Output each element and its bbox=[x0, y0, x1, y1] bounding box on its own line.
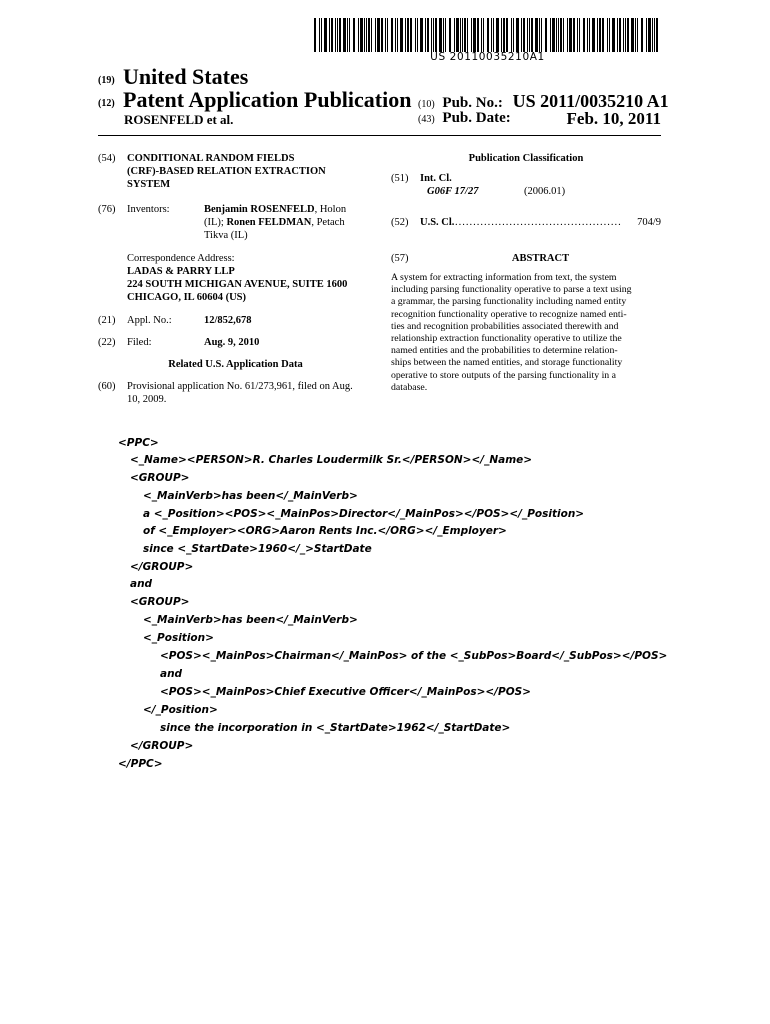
pubdate-value: Feb. 10, 2011 bbox=[566, 109, 661, 128]
abstract-line: relationship extraction functionality operative to utilize the bbox=[391, 333, 622, 345]
correspondence-line: CHICAGO, IL 60604 (US) bbox=[127, 292, 247, 303]
figure-line: <POS><_MainPos>Chief Executive Officer</_MainPos></POS> bbox=[160, 686, 531, 698]
intcl-code: (51) bbox=[391, 173, 409, 184]
barcode-bar bbox=[329, 18, 330, 52]
figure-line: </_Position> bbox=[143, 704, 218, 716]
pubdate-label: Pub. Date: bbox=[442, 110, 511, 126]
barcode-bar bbox=[467, 18, 468, 52]
barcode-bar bbox=[523, 18, 525, 52]
figure-line: </GROUP> bbox=[130, 740, 194, 752]
barcode-bar bbox=[631, 18, 634, 52]
barcode-bar bbox=[609, 18, 610, 52]
barcode-bar bbox=[583, 18, 585, 52]
figure-line: <GROUP> bbox=[130, 472, 190, 484]
barcode-bar bbox=[431, 18, 432, 52]
barcode-bar bbox=[563, 18, 564, 52]
invention-title bbox=[127, 152, 326, 191]
barcode-bar bbox=[577, 18, 578, 52]
pubtype-code: (12) bbox=[98, 98, 115, 109]
barcode-bar bbox=[612, 18, 615, 52]
figure-line: and bbox=[130, 578, 153, 590]
barcode-bar bbox=[589, 18, 590, 52]
inventor-name: Benjamin ROSENFELD bbox=[204, 204, 315, 215]
abstract-heading: ABSTRACT bbox=[511, 253, 570, 264]
appl-label: Appl. No.: bbox=[127, 315, 172, 326]
barcode-bar bbox=[324, 18, 327, 52]
barcode-bar bbox=[337, 18, 338, 52]
figure-line: <_MainVerb>has been</_MainVerb> bbox=[143, 614, 358, 626]
appl-value: 12/852,678 bbox=[204, 315, 252, 326]
inventor-location: , Holon bbox=[314, 204, 347, 215]
abstract-line: named entities and the probabilities to determine relation- bbox=[391, 345, 618, 357]
barcode-bar bbox=[433, 18, 434, 52]
abstract-line: database. bbox=[391, 381, 428, 393]
provisional-line: 10, 2009. bbox=[127, 394, 167, 405]
barcode-bar bbox=[513, 18, 514, 52]
filed-value: Aug. 9, 2010 bbox=[204, 337, 260, 348]
title-code: (54) bbox=[98, 153, 116, 164]
barcode-bar bbox=[410, 18, 412, 52]
barcode-bar bbox=[385, 18, 386, 52]
figure-line: <POS><_MainPos>Chairman</_MainPos> of the <_SubPos>Board</_SubPos></POS> bbox=[160, 650, 668, 662]
barcode-bar bbox=[652, 18, 653, 52]
barcode-bar bbox=[353, 18, 355, 52]
barcode-bar bbox=[471, 18, 472, 52]
inventor-short: ROSENFELD et al. bbox=[124, 112, 234, 127]
barcode-bar bbox=[314, 18, 316, 52]
barcode-bar bbox=[335, 18, 336, 52]
barcode-bar bbox=[491, 18, 492, 52]
abstract-line: operative to store outputs of the parsing functionality in a bbox=[391, 369, 617, 381]
barcode-bar bbox=[349, 18, 350, 52]
barcode-bar bbox=[635, 18, 636, 52]
barcode-bar bbox=[654, 18, 655, 52]
barcode-bar bbox=[417, 18, 418, 52]
barcode-bar bbox=[360, 18, 363, 52]
pubtype-text: Patent Application Publication bbox=[123, 87, 412, 112]
barcode-bar bbox=[511, 18, 512, 52]
barcode-bar bbox=[387, 18, 388, 52]
pubdate-code: (43) bbox=[418, 114, 435, 125]
correspondence-line: 224 SOUTH MICHIGAN AVENUE, SUITE 1600 bbox=[127, 279, 348, 290]
barcode-bar bbox=[550, 18, 551, 52]
barcode-bar bbox=[535, 18, 538, 52]
inventors-code: (76) bbox=[98, 204, 116, 215]
abstract-line: a grammar, the parsing functionality including named entity bbox=[391, 296, 627, 308]
figure-line: <_Name><PERSON>R. Charles Loudermilk Sr.</PERSON></_Name> bbox=[130, 454, 533, 466]
abstract-line: ships between the named entities, and storage functionality bbox=[391, 357, 623, 369]
inventor-location: Tikva (IL) bbox=[204, 230, 248, 241]
barcode-bar bbox=[481, 18, 482, 52]
barcode-bar bbox=[516, 18, 519, 52]
barcode-bar bbox=[506, 18, 508, 52]
barcode-bar bbox=[607, 18, 608, 52]
barcode bbox=[314, 18, 661, 52]
provisional-application bbox=[127, 380, 353, 406]
figure-line: </GROUP> bbox=[130, 561, 194, 573]
barcode-bar bbox=[391, 18, 393, 52]
abstract-line: ties and recognition probabilities associated therewith and bbox=[391, 320, 619, 332]
barcode-bar bbox=[637, 18, 638, 52]
barcode-bar bbox=[567, 18, 568, 52]
uscl-label: U.S. Cl. bbox=[420, 217, 455, 228]
barcode-bar bbox=[358, 18, 359, 52]
figure-line: since the incorporation in <_StartDate>1962</_StartDate> bbox=[160, 722, 511, 734]
barcode-bar bbox=[371, 18, 372, 52]
barcode-bar bbox=[619, 18, 621, 52]
header-divider bbox=[98, 135, 661, 136]
barcode-bar bbox=[539, 18, 540, 52]
barcode-bar bbox=[623, 18, 624, 52]
barcode-bar bbox=[617, 18, 618, 52]
barcode-bar bbox=[552, 18, 555, 52]
pubno-code: (10) bbox=[418, 99, 435, 110]
barcode-bar bbox=[321, 18, 322, 52]
figure-line: </PPC> bbox=[118, 758, 163, 770]
barcode-bar bbox=[527, 18, 528, 52]
barcode-bar bbox=[483, 18, 484, 52]
barcode-bar bbox=[425, 18, 426, 52]
barcode-bar bbox=[443, 18, 444, 52]
inventor-location: (IL); bbox=[204, 217, 224, 228]
barcode-bar bbox=[395, 18, 396, 52]
abstract-line: including parsing functionality operative to parse a text using bbox=[391, 284, 632, 296]
uscl-value: 704/9 bbox=[637, 217, 661, 228]
abstract-line: A system for extracting information from text, the system bbox=[391, 272, 617, 283]
intcl-class: G06F 17/27 bbox=[427, 186, 479, 197]
publication-type bbox=[98, 87, 411, 113]
barcode-bar bbox=[456, 18, 459, 52]
related-heading: Related U.S. Application Data bbox=[168, 359, 303, 370]
inventor-location: , Petach bbox=[311, 217, 345, 228]
barcode-bar bbox=[503, 18, 505, 52]
barcode-bar bbox=[449, 18, 451, 52]
barcode-bar bbox=[454, 18, 455, 52]
barcode-bar bbox=[339, 18, 341, 52]
pubno-value: US 2011/0035210 A1 bbox=[512, 91, 669, 111]
barcode-bar bbox=[427, 18, 429, 52]
barcode-bar bbox=[529, 18, 530, 52]
barcode-bar bbox=[641, 18, 643, 52]
correspondence-line: LADAS & PARRY LLP bbox=[127, 266, 235, 277]
abstract-code: (57) bbox=[391, 253, 409, 264]
filed-label: Filed: bbox=[127, 337, 152, 348]
barcode-bar bbox=[439, 18, 442, 52]
barcode-bar bbox=[648, 18, 651, 52]
figure-line: a <_Position><POS><_MainPos>Director</_MainPos></POS></_Position> bbox=[143, 508, 585, 520]
barcode-bar bbox=[477, 18, 479, 52]
barcode-bar bbox=[556, 18, 557, 52]
title-line: (CRF)-BASED RELATION EXTRACTION bbox=[127, 166, 326, 177]
barcode-bar bbox=[407, 18, 409, 52]
barcode-bar bbox=[599, 18, 601, 52]
barcode-bar bbox=[397, 18, 398, 52]
figure-line: <GROUP> bbox=[130, 596, 190, 608]
filed-code: (22) bbox=[98, 337, 116, 348]
barcode-bar bbox=[420, 18, 423, 52]
intcl-year: (2006.01) bbox=[524, 186, 566, 197]
barcode-bar bbox=[501, 18, 502, 52]
barcode-bar bbox=[462, 18, 463, 52]
inventors-label: Inventors: bbox=[127, 204, 170, 215]
figure-line: of <_Employer><ORG>Aaron Rents Inc.</ORG></_Employer> bbox=[143, 525, 507, 537]
classification-heading: Publication Classification bbox=[468, 153, 584, 164]
barcode-bar bbox=[473, 18, 476, 52]
barcode-bar bbox=[541, 18, 542, 52]
barcode-bar bbox=[558, 18, 559, 52]
uscl-code: (52) bbox=[391, 217, 409, 228]
barcode-bar bbox=[569, 18, 572, 52]
barcode-bar bbox=[646, 18, 647, 52]
barcode-number: US 20110035210A1 bbox=[430, 51, 545, 63]
figure-line: and bbox=[160, 668, 183, 680]
country-code: (19) bbox=[98, 75, 115, 86]
barcode-bar bbox=[545, 18, 547, 52]
barcode-bar bbox=[400, 18, 403, 52]
barcode-bar bbox=[460, 18, 461, 52]
barcode-bar bbox=[435, 18, 437, 52]
barcode-bar bbox=[573, 18, 575, 52]
prov-code: (60) bbox=[98, 381, 116, 392]
barcode-bar bbox=[627, 18, 629, 52]
figure-line: since <_StartDate>1960</_>StartDate bbox=[143, 543, 372, 555]
barcode-bar bbox=[560, 18, 562, 52]
barcode-bar bbox=[366, 18, 367, 52]
barcode-bar bbox=[592, 18, 595, 52]
country-name: United States bbox=[123, 64, 249, 89]
barcode-bar bbox=[579, 18, 580, 52]
correspondence-label: Correspondence Address: bbox=[127, 253, 235, 264]
pubno-label: Pub. No.: bbox=[442, 95, 503, 111]
barcode-bar bbox=[493, 18, 494, 52]
barcode-bar bbox=[464, 18, 466, 52]
inventor-name: Ronen FELDMAN bbox=[226, 217, 312, 228]
barcode-bar bbox=[343, 18, 346, 52]
provisional-line: Provisional application No. 61/273,961, filed on Aug. bbox=[127, 381, 353, 392]
barcode-bar bbox=[377, 18, 380, 52]
barcode-bar bbox=[487, 18, 489, 52]
barcode-bar bbox=[521, 18, 522, 52]
barcode-bar bbox=[587, 18, 588, 52]
abstract-body bbox=[391, 272, 661, 394]
intcl-label: Int. Cl. bbox=[420, 173, 452, 184]
barcode-bar bbox=[364, 18, 365, 52]
correspondence-address bbox=[127, 252, 347, 304]
barcode-bar bbox=[597, 18, 598, 52]
barcode-bar bbox=[319, 18, 320, 52]
barcode-bar bbox=[375, 18, 376, 52]
figure-line: <_MainVerb>has been</_MainVerb> bbox=[143, 490, 358, 502]
publication-date bbox=[418, 110, 661, 127]
barcode-bar bbox=[381, 18, 383, 52]
figure-line: <PPC> bbox=[118, 437, 159, 449]
abstract-line: recognition functionality operative to recognize named enti- bbox=[391, 308, 627, 320]
barcode-bar bbox=[602, 18, 604, 52]
barcode-bar bbox=[415, 18, 416, 52]
appl-code: (21) bbox=[98, 315, 116, 326]
barcode-bar bbox=[368, 18, 370, 52]
figure-line: <_Position> bbox=[143, 632, 214, 644]
barcode-bar bbox=[656, 18, 658, 52]
barcode-bar bbox=[331, 18, 333, 52]
title-line: SYSTEM bbox=[127, 179, 171, 190]
inventors-list bbox=[204, 203, 374, 242]
barcode-bar bbox=[531, 18, 533, 52]
barcode-bar bbox=[496, 18, 499, 52]
uscl-dots: .............................................. bbox=[455, 217, 622, 228]
barcode-bar bbox=[405, 18, 406, 52]
title-line: CONDITIONAL RANDOM FIELDS bbox=[127, 153, 295, 164]
barcode-bar bbox=[625, 18, 626, 52]
barcode-bar bbox=[445, 18, 446, 52]
barcode-bar bbox=[347, 18, 348, 52]
representative-figure bbox=[118, 437, 678, 770]
